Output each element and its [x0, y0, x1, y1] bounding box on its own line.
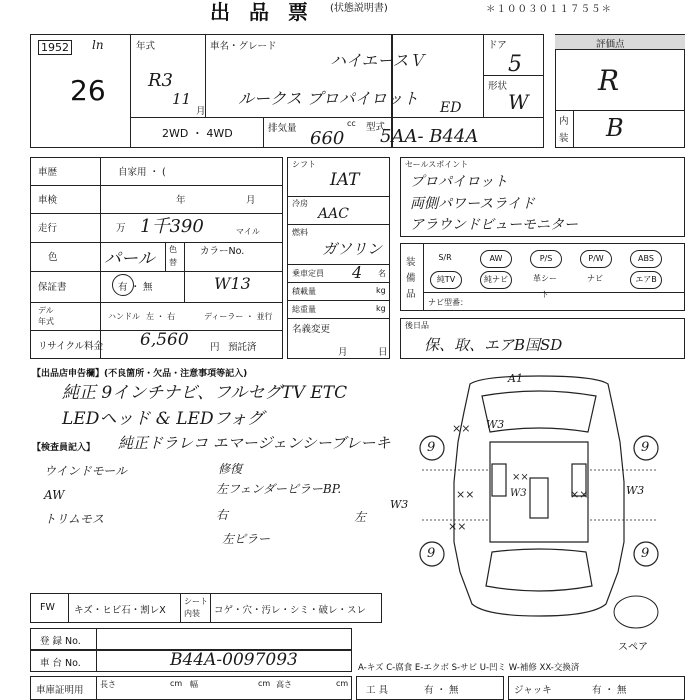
notes-line-2: LEDヘッド & LEDフォグ: [62, 409, 264, 429]
equipment-item: S/R: [438, 253, 452, 262]
history-label: 車歴: [38, 167, 58, 178]
inspector-line-0: 純正ドラレコ エマージェンシーブレーキ: [118, 434, 391, 452]
inspector-right-1: 修復: [218, 462, 243, 476]
recycle-value: 6,560: [140, 330, 189, 350]
cert-height-unit: cm: [336, 679, 349, 688]
chassis-value: B44A-0097093: [170, 650, 298, 670]
lot-lane: ln: [92, 38, 104, 52]
shift-value: IAT: [330, 170, 360, 190]
cert-width: 幅: [190, 680, 198, 689]
car-name-line1: ハイエースＶ: [330, 51, 425, 70]
interior-label-2: 装: [559, 133, 569, 144]
equipment-label-2: 備: [406, 273, 416, 284]
tools-value: 有 ・ 無: [424, 685, 459, 696]
damage-mark-3: ××: [448, 520, 467, 533]
tire-rl: 9: [427, 546, 436, 561]
model-code-label: 型式: [366, 122, 386, 133]
inspector-right-2: 左フェンダーピラーBP.: [216, 482, 342, 496]
car-name-label: 車名・グレード: [210, 41, 277, 52]
mileage-label: 走行: [38, 223, 58, 234]
fw-text: キズ・ヒビ石・割レX: [74, 605, 166, 616]
equipment-item: ナビ: [587, 274, 603, 283]
fuel-value: ガソリン: [322, 240, 383, 258]
name-change-month: 月: [338, 347, 348, 358]
drive-label: 2WD ・ 4WD: [162, 127, 233, 140]
capacity-label: 乗車定員: [292, 269, 324, 278]
color-code-value: W13: [214, 274, 251, 293]
chassis-label: 車 台 No.: [40, 658, 81, 669]
notes-label: 【出品店申告欄】(不良箇所・欠品・注意事項等記入): [32, 369, 248, 379]
model-year-era: R3: [148, 70, 174, 91]
model-year-label: 年式: [136, 41, 156, 52]
inspector-left-1: ウインドモール: [44, 464, 127, 478]
cert-label: 車庫証明用: [36, 685, 84, 696]
inspection-month: 月: [246, 195, 256, 206]
doors-value: 5: [508, 52, 522, 77]
equipment-item: 純TV: [430, 271, 462, 289]
capacity-unit: 名: [378, 269, 386, 278]
mileage-value: 1千390: [140, 216, 204, 237]
ac-label: 冷房: [292, 199, 308, 208]
displacement-unit: cc: [347, 119, 356, 128]
fw-label: FW: [40, 602, 55, 613]
damage-mark-5: ××: [512, 472, 529, 483]
notes-line-1: 純正 9インチナビ、フルセグTV ETC: [62, 383, 348, 403]
grade-value: R: [598, 64, 620, 97]
dealer-parallel: ディーラー ・ 並行: [204, 312, 273, 321]
name-change-label: 名義変更: [292, 324, 331, 335]
form-title: 出 品 票: [210, 0, 314, 24]
damage-mark-1: ××: [452, 422, 471, 435]
seat-text: コゲ・穴・汚レ・シミ・破レ・スレ: [214, 605, 367, 616]
sales-point-2: 両側パワースライド: [410, 196, 535, 212]
warranty-circle: [112, 274, 134, 296]
cert-height: 高さ: [276, 680, 292, 689]
diagram-w3-2: W3: [390, 498, 409, 511]
ac-value: AAC: [318, 206, 349, 222]
car-name-line2: ルークス プロパイロット: [238, 89, 419, 108]
grade-label: 評価点: [596, 39, 625, 50]
equipment-item: 革シート: [533, 274, 557, 299]
model-label-small: デル: [38, 306, 54, 315]
cert-length-unit: cm: [170, 679, 183, 688]
inspection-label: 車検: [38, 195, 58, 206]
equipment-item: P/W: [580, 250, 612, 268]
sales-point-1: プロパイロット: [410, 174, 508, 190]
color-tone-2: 替: [169, 258, 177, 267]
shift-label: シフト: [292, 160, 316, 169]
car-name-line3: ED: [440, 100, 462, 116]
equipment-item: AW: [480, 250, 512, 268]
equipment-item: ABS: [630, 250, 662, 268]
inspector-label: 【検査員記入】: [32, 443, 96, 453]
diagram-w3-4: W3: [510, 488, 527, 499]
model-year-month: 11: [172, 90, 192, 108]
navi-model-label: ナビ型番：: [428, 298, 468, 307]
equipment-label-3: 品: [406, 289, 416, 300]
handle-label: ハンドル: [108, 312, 140, 321]
inspector-right-5: 左ピラー: [222, 532, 271, 546]
history-value: 自家用 ・ (: [118, 167, 166, 178]
damage-legend: A-キズ C-腐食 E-エクボ S-サビ U-凹ミ W-補修 XX-交換済: [358, 663, 580, 673]
sales-point-3: アラウンドビューモニター: [410, 217, 578, 233]
equipment-item: P/S: [530, 250, 562, 268]
handle-lr: 左 ・ 右: [146, 312, 176, 321]
doors-label: ドア: [488, 40, 507, 51]
model-year-label-small: 年式: [38, 317, 54, 326]
inspector-right-4: 左: [354, 510, 367, 524]
car-damage-diagram: [392, 372, 687, 634]
inspector-left-3: トリムモス: [44, 512, 105, 526]
shape-label: 形状: [488, 81, 508, 92]
model-year-month-unit: 月: [196, 106, 206, 117]
weight-label: 総重量: [292, 305, 316, 314]
load-label: 積載量: [292, 287, 316, 296]
warranty-label: 保証書: [38, 282, 67, 293]
after-market-label: 後日品: [405, 321, 429, 330]
diagram-w3-3: W3: [626, 484, 645, 497]
form-subtitle: (状態説明書): [330, 3, 388, 14]
shape-value: W: [508, 90, 529, 114]
sales-points-label: セールスポイント: [405, 160, 469, 169]
inspector-left-2: AW: [44, 488, 65, 502]
tire-rr: 9: [641, 546, 650, 561]
fuel-label: 燃料: [292, 228, 308, 237]
load-unit: kg: [376, 286, 386, 295]
recycle-unit: 円: [210, 342, 220, 353]
lot-year-code: 1952: [38, 40, 72, 55]
cert-width-unit: cm: [258, 679, 271, 688]
interior-value: B: [606, 114, 624, 142]
warranty-value: 有 ・ 無: [118, 282, 153, 293]
tire-fr: 9: [641, 440, 650, 455]
displacement-label: 排気量: [268, 123, 297, 134]
inspector-right-3: 右: [216, 508, 229, 522]
weight-unit: kg: [376, 304, 386, 313]
diagram-w3-1: W3: [486, 418, 505, 431]
damage-mark-2: ××: [456, 488, 475, 501]
model-code-value: 5AA- B44A: [380, 126, 479, 147]
color-code-label: カラーNo.: [200, 246, 245, 257]
color-label: 色: [48, 252, 58, 263]
diagram-top-label: A1: [508, 372, 523, 385]
tools-label: 工 具: [366, 685, 389, 696]
capacity-value: 4: [352, 263, 363, 282]
equipment-item: 純ナビ: [480, 271, 512, 289]
inspection-year: 年: [176, 195, 186, 206]
recycle-deposit: 預託済: [228, 342, 257, 353]
color-value: パール: [104, 249, 155, 269]
jack-value: 有 ・ 無: [592, 685, 627, 696]
mileage-man: 万: [116, 223, 126, 234]
equipment-label-1: 装: [406, 257, 416, 268]
seat-label-2: 内装: [184, 609, 200, 618]
name-change-day: 日: [378, 347, 388, 358]
serial-number: ＊１００３０１１７５５＊: [486, 4, 613, 15]
damage-mark-4: ××: [570, 488, 589, 501]
tire-fl: 9: [427, 440, 436, 455]
after-market-value: 保、取、エアB国SD: [424, 336, 563, 354]
displacement-value: 660: [310, 128, 345, 149]
mileage-mile: マイル: [236, 227, 260, 236]
cert-length: 長さ: [100, 680, 116, 689]
spare-label: スペア: [618, 642, 648, 653]
lot-number: 26: [70, 74, 106, 107]
jack-label: ジャッキ: [514, 685, 552, 696]
seat-label-1: シート: [184, 597, 208, 606]
left-rows: [30, 157, 283, 359]
recycle-label: リサイクル料金: [38, 341, 104, 352]
color-tone-1: 色: [169, 245, 177, 254]
registration-label: 登 録 No.: [40, 636, 81, 647]
equipment-item: エアB: [630, 271, 662, 289]
interior-label-1: 内: [559, 116, 569, 127]
